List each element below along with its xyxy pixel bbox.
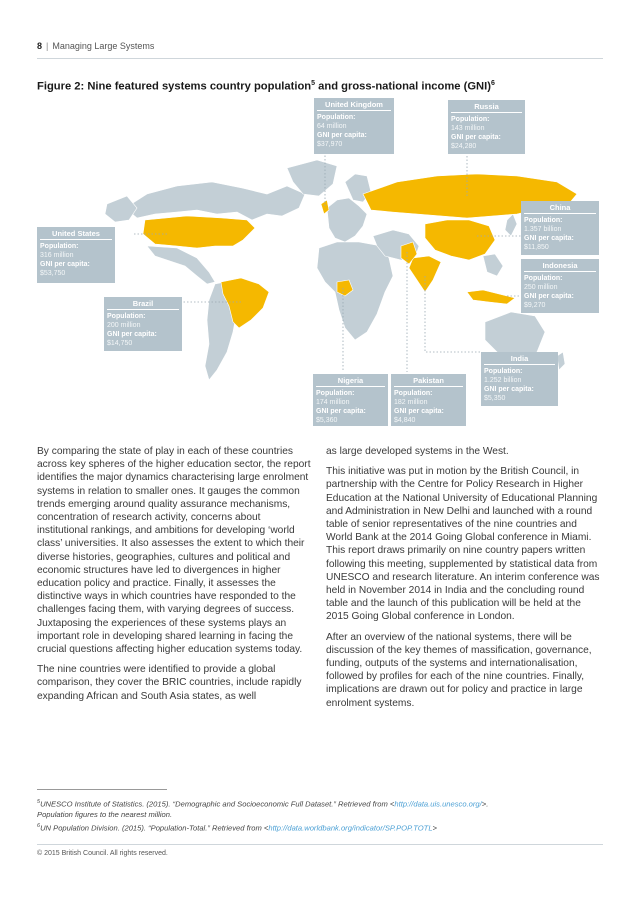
map-new-zealand	[557, 352, 565, 370]
figure-title-text: Figure 2: Nine featured systems country population	[37, 80, 312, 93]
leader-india	[425, 276, 482, 352]
population-value: 64 million	[317, 123, 347, 130]
population-label: Population:	[524, 217, 563, 224]
population-label: Population:	[316, 390, 355, 397]
footnote-number: 5	[37, 799, 41, 805]
footnote-ref-5[interactable]: 5	[311, 80, 316, 87]
callout-brazil	[104, 297, 182, 351]
gni-value: $11,850	[524, 244, 549, 251]
population-label: Population:	[107, 313, 146, 320]
population-value: 250 million	[524, 284, 558, 291]
footnote-divider	[37, 789, 167, 790]
gni-value: $5,360	[316, 417, 338, 424]
callout-country-name: Pakistan	[394, 374, 463, 387]
gni-label: GNI per capita:	[524, 293, 574, 300]
page-number: 8	[37, 41, 43, 51]
callout-united-states	[37, 227, 115, 283]
gni-label: GNI per capita:	[107, 331, 157, 338]
footnote-5	[37, 797, 603, 810]
footnote-text-end: >.	[481, 799, 489, 809]
callout-country-name: United Kingdom	[317, 98, 391, 111]
footnotes	[37, 797, 603, 834]
population-value: 316 million	[40, 252, 74, 259]
body-paragraph: as large developed systems in the West.	[326, 446, 509, 457]
gni-label: GNI per capita:	[451, 134, 501, 141]
population-label: Population:	[40, 243, 79, 250]
body-column-right	[326, 445, 603, 717]
gni-value: $5,350	[484, 395, 506, 402]
map-indonesia	[467, 290, 515, 304]
map-mexico	[147, 246, 215, 284]
header-separator: |	[46, 41, 49, 51]
footnote-link[interactable]: http://data.uis.unesco.org/	[394, 799, 482, 809]
callout-country-name: Brazil	[107, 297, 179, 310]
gni-label: GNI per capita:	[40, 261, 90, 268]
figure-title	[37, 80, 495, 93]
callout-pakistan	[391, 374, 466, 426]
population-value: 182 million	[394, 399, 428, 406]
population-value: 143 million	[451, 125, 485, 132]
footnote-number: 6	[37, 822, 41, 829]
population-label: Population:	[317, 114, 356, 121]
callout-country-name: Indonesia	[524, 259, 596, 272]
body-paragraph: This initiative was put in motion by the British Council, in partnership with the Centre for Policy Research in Higher Education at the National University of Educational Planning and Administration in New Delhi and launched with a round table of senior representatives of the nine countries and World Bank at the 2014 Going Global conference in Miami. This report draws primarily on nine country papers written following this meeting, supplemented by statistical data from UNESCO and research literature. An interim conference was held in November 2014 in India and the concluding round table and the launch of this publication will be held at the 2015 Going Global conference in London.	[326, 466, 600, 623]
map-canada	[125, 182, 305, 220]
callout-indonesia	[521, 259, 599, 313]
gni-label: GNI per capita:	[524, 235, 574, 242]
population-label: Population:	[451, 116, 490, 123]
population-value: 1.252 billion	[484, 377, 522, 384]
gni-value: $14,750	[107, 340, 133, 347]
body-paragraph: The nine countries were identified to provide a global comparison, they cover the BRIC countries, include rapidly expanding African and South Asia states, as well	[37, 664, 302, 702]
population-label: Population:	[394, 390, 433, 397]
gni-value: $4,840	[394, 417, 416, 424]
callout-russia	[448, 100, 525, 154]
gni-value: $37,970	[317, 141, 343, 148]
gni-label: GNI per capita:	[317, 132, 367, 139]
header-title: Managing Large Systems	[52, 41, 155, 51]
callout-united-kingdom	[314, 98, 394, 154]
body-paragraph: After an overview of the national systems, there will be discussion of the key themes of massification, governance, funding, outputs of the systems and internationalisation, followed by profiles for each of the nine countries. Finally, implications are drawn out for policy and practice in large enrolment systems.	[326, 631, 592, 709]
footnote-text: UN Population Division. (2015). “Population-Total.” Retrieved from <	[40, 823, 269, 833]
gni-value: $53,750	[40, 270, 66, 277]
callout-country-name: China	[524, 201, 596, 214]
population-value: 174 million	[316, 399, 350, 406]
body-paragraph: By comparing the state of play in each of these countries across key spheres of the higher education sector, the report identifies the major dynamics characterising large enrolment systems in relation to smaller ones. It gauges the common trends emerging around quality assurance mechanisms, concentration of research activity, concerns about institutional rankings, and ambitions for developing ‘world class’ universities. It also assesses the extent to which their diverse histories, geographies, cultures and political and economic structures have led to divergences in higher education policy and practice. Finally, it assesses the distinctive ways in which countries have responded to the challenges facing them, with varying degrees of success. Juxtaposing the experiences of these systems plays an important role in developing shared learning in facing the crucial questions affecting higher education systems today.	[37, 446, 311, 656]
map-united-states	[143, 216, 255, 248]
map-alaska	[105, 196, 137, 222]
population-value: 200 million	[107, 322, 141, 329]
footnote-text: UNESCO Institute of Statistics. (2015). “Demographic and Socioeconomic Full Dataset.” Retrieved from <	[40, 799, 395, 809]
map-africa	[317, 242, 393, 340]
callout-country-name: India	[484, 352, 555, 365]
footer-divider	[37, 844, 603, 845]
footnote-5-note: Population figures to the nearest million.	[37, 810, 173, 820]
population-label: Population:	[524, 275, 563, 282]
population-label: Population:	[484, 368, 523, 375]
footnote-6	[37, 821, 603, 834]
copyright-notice: © 2015 British Council. All rights reserved.	[37, 850, 168, 857]
map-china	[425, 220, 495, 260]
callout-nigeria	[313, 374, 388, 426]
gni-value: $24,280	[451, 143, 477, 150]
gni-label: GNI per capita:	[394, 408, 444, 415]
gni-label: GNI per capita:	[484, 386, 534, 393]
header-divider	[37, 58, 603, 59]
callout-country-name: Russia	[451, 100, 522, 113]
callout-country-name: Nigeria	[316, 374, 385, 387]
page-header	[37, 41, 154, 51]
footnote-ref-6[interactable]: 6	[490, 80, 495, 87]
footnote-text-end: >	[432, 823, 437, 833]
map-japan	[505, 214, 517, 236]
figure-title-text-mid: and gross-national income (GNI)	[315, 80, 491, 93]
map-se-asia	[483, 254, 503, 276]
body-column-left	[37, 445, 314, 710]
map-europe	[327, 198, 367, 242]
gni-label: GNI per capita:	[316, 408, 366, 415]
callout-country-name: United States	[40, 227, 112, 240]
callout-india	[481, 352, 558, 406]
gni-value: $9,270	[524, 302, 546, 309]
population-value: 1.357 billion	[524, 226, 562, 233]
footnote-link[interactable]: http://data.worldbank.org/indicator/SP.POP.TOTL	[268, 823, 433, 833]
callout-china	[521, 201, 599, 255]
